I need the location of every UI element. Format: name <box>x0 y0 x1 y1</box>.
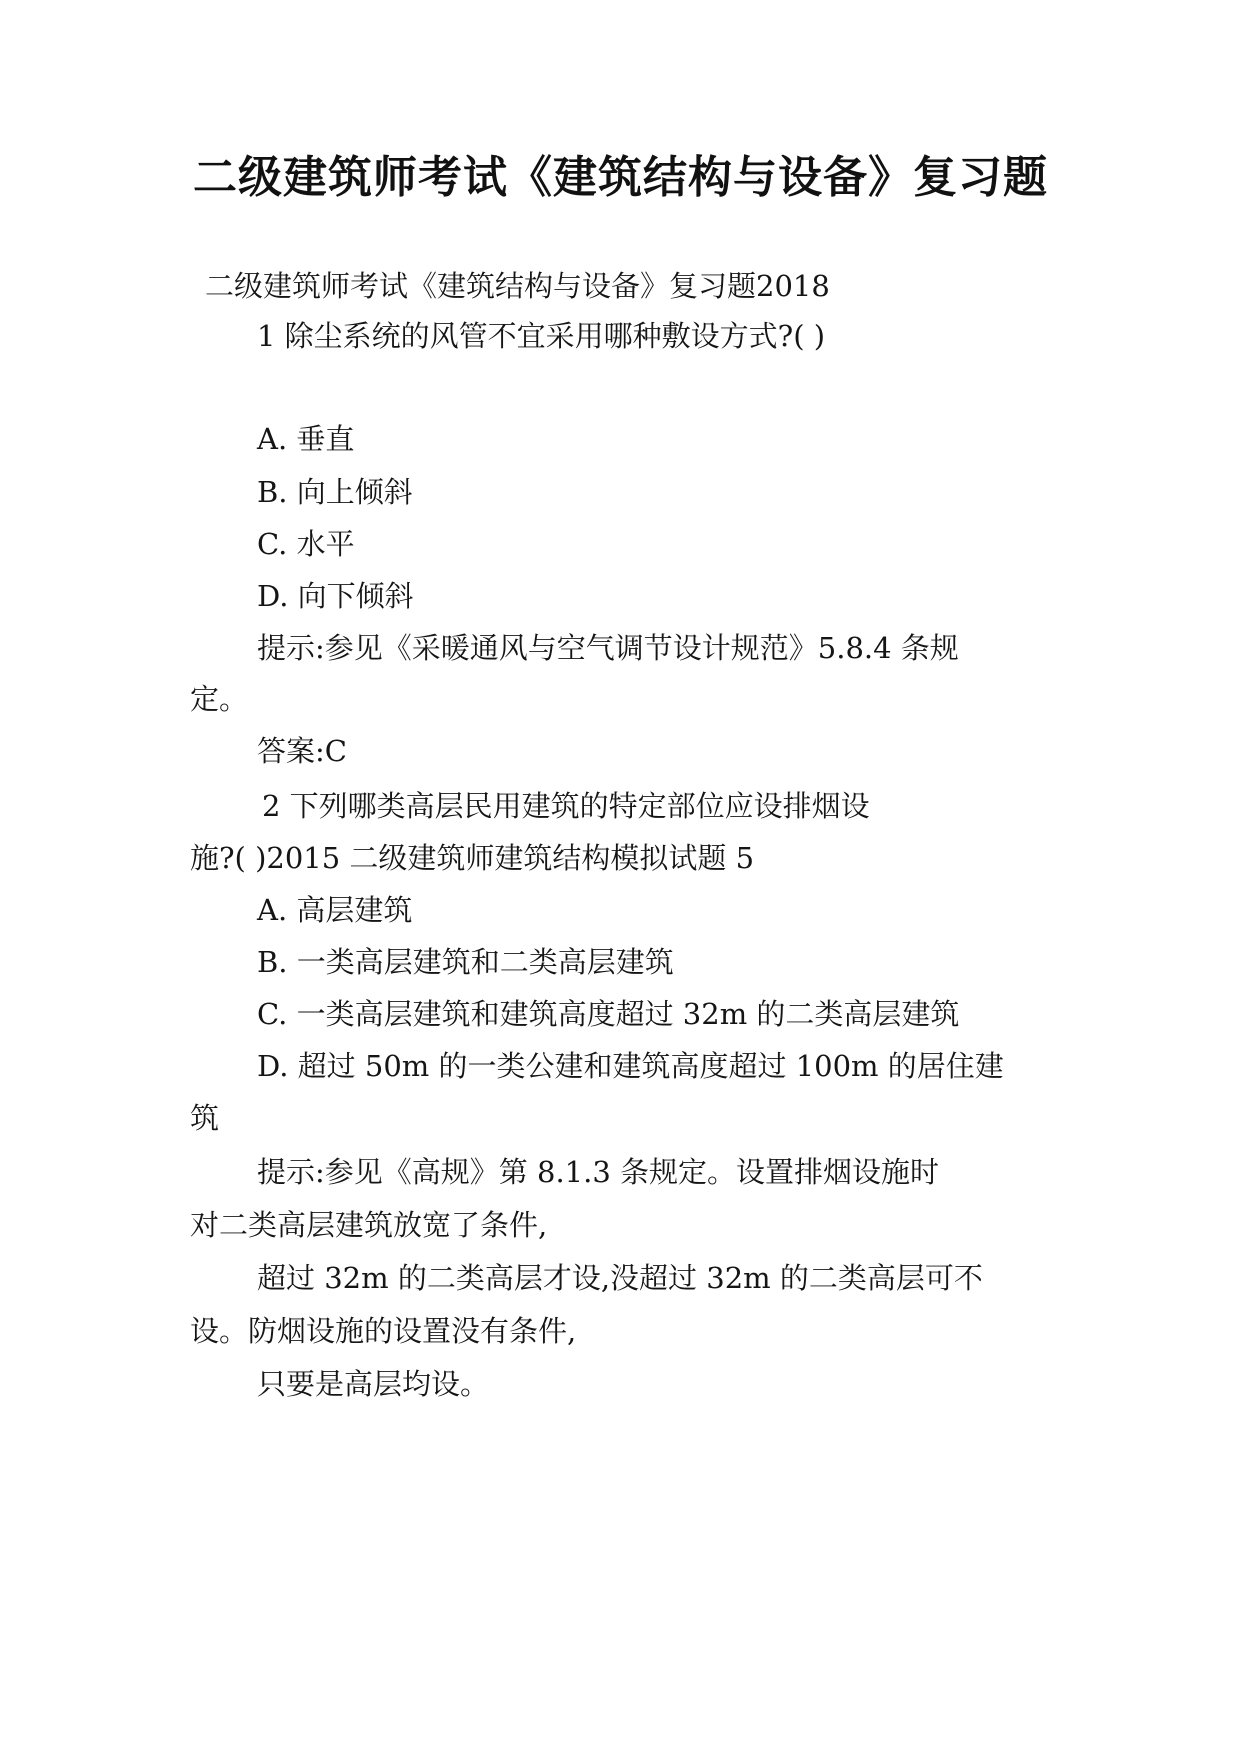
question-1-text: 1 除尘系统的风管不宜采用哪种敷设方式?( ) <box>257 319 826 353</box>
question-1-option-c: C. 水平 <box>257 527 355 561</box>
question-2-text-line-2: 施?( )2015 二级建筑师建筑结构模拟试题 5 <box>190 841 755 875</box>
document-title: 二级建筑师考试《建筑结构与设备》复习题 <box>193 152 1048 203</box>
question-2-text-line-1: 2 下列哪类高层民用建筑的特定部位应设排烟设 <box>262 789 870 823</box>
question-2-option-a: A. 高层建筑 <box>257 893 413 927</box>
question-1-hint-line-1: 提示:参见《采暖通风与空气调节设计规范》5.8.4 条规 <box>257 631 959 665</box>
question-2-hint-line-5: 只要是高层均设。 <box>257 1367 490 1401</box>
question-2-option-d: D. 超过 50m 的一类公建和建筑高度超过 100m 的居住建 <box>257 1049 1004 1083</box>
question-2-option-d-wrap: 筑 <box>190 1101 220 1135</box>
question-2-option-b: B. 一类高层建筑和二类高层建筑 <box>257 945 674 979</box>
question-2-hint-line-3: 超过 32m 的二类高层才设,没超过 32m 的二类高层可不 <box>257 1261 983 1295</box>
question-2-hint-line-1: 提示:参见《高规》第 8.1.3 条规定。设置排烟设施时 <box>257 1155 939 1189</box>
question-1-hint-line-2: 定。 <box>190 682 249 716</box>
question-1-answer: 答案:C <box>257 734 347 768</box>
question-2-hint-line-2: 对二类高层建筑放宽了条件, <box>190 1208 548 1242</box>
question-1-option-d: D. 向下倾斜 <box>257 579 414 613</box>
question-2-option-c: C. 一类高层建筑和建筑高度超过 32m 的二类高层建筑 <box>257 997 960 1031</box>
question-2-hint-line-4: 设。防烟设施的设置没有条件, <box>190 1314 577 1348</box>
document-subtitle: 二级建筑师考试《建筑结构与设备》复习题2018 <box>205 269 830 303</box>
question-1-option-a: A. 垂直 <box>257 422 355 456</box>
question-1-option-b: B. 向上倾斜 <box>257 475 413 509</box>
